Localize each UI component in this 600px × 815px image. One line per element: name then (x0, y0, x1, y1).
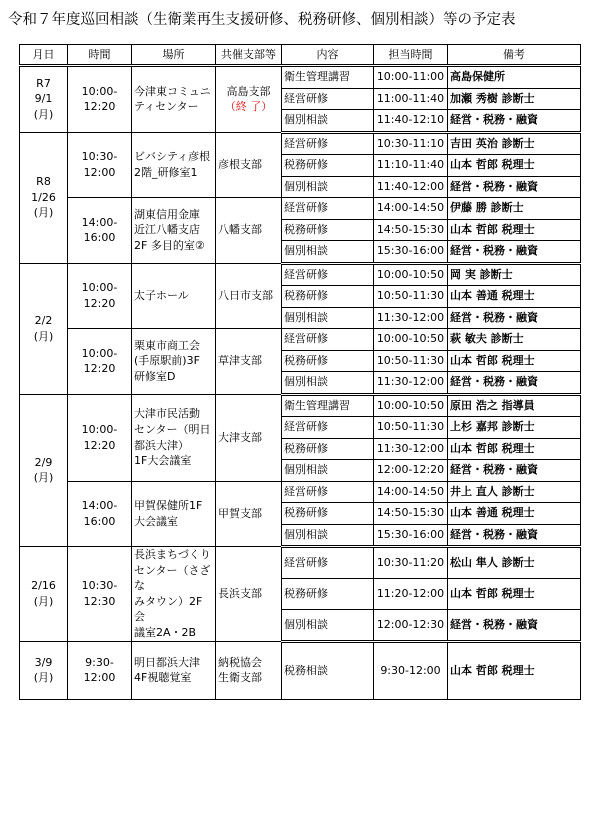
content-cell: 衛生管理講習 (282, 66, 374, 89)
slot-time-cell: 9:30-12:00 (374, 641, 448, 699)
slot-time-cell: 10:00-10:50 (374, 394, 448, 417)
remarks-cell: 松山 隼人 診断士 (448, 547, 581, 579)
remarks-cell: 山本 哲郎 税理士 (448, 438, 581, 460)
remarks-cell: 経営・税務・融資 (448, 460, 581, 482)
place-cell: 湖東信用金庫 近江八幡支店 2F 多目的室② (132, 198, 216, 264)
table-row (20, 394, 581, 417)
remarks-cell: 経営・税務・融資 (448, 524, 581, 547)
place-cell: ビバシティ彦根 2階_研修室1 (132, 132, 216, 198)
header-remarks: 備考 (448, 45, 581, 66)
slot-time-cell: 10:50-11:30 (374, 286, 448, 308)
remarks-cell: 山本 哲郎 税理士 (448, 155, 581, 177)
branch-cell: 大津支部 (216, 394, 282, 481)
slot-time-cell: 14:50-15:30 (374, 219, 448, 241)
date-cell: R7 9/1 (月) (20, 66, 68, 133)
remarks-cell: 高島保健所 (448, 66, 581, 89)
content-cell: 税務研修 (282, 438, 374, 460)
content-cell: 個別相談 (282, 110, 374, 133)
status-note: （終 了） (224, 100, 273, 114)
session-time-cell: 10:00-12:20 (68, 66, 132, 133)
date-cell: 3/9 (月) (20, 641, 68, 699)
table-row (20, 132, 581, 155)
remarks-cell: 経営・税務・融資 (448, 307, 581, 329)
content-cell: 税務研修 (282, 219, 374, 241)
slot-time-cell: 14:00-14:50 (374, 198, 448, 220)
remarks-cell: 伊藤 勝 診断士 (448, 198, 581, 220)
session-time-cell: 10:00-12:20 (68, 329, 132, 395)
content-cell: 経営研修 (282, 263, 374, 286)
content-cell: 税務研修 (282, 503, 374, 525)
content-cell: 個別相談 (282, 372, 374, 395)
session-time-cell: 10:30-12:00 (68, 132, 132, 198)
slot-time-cell: 11:20-12:00 (374, 579, 448, 610)
schedule-table-wrapper (19, 44, 580, 700)
slot-time-cell: 11:00-11:40 (374, 88, 448, 110)
branch-cell: 甲賀支部 (216, 481, 282, 547)
table-row (20, 481, 581, 503)
slot-time-cell: 10:00-10:50 (374, 329, 448, 351)
slot-time-cell: 14:00-14:50 (374, 481, 448, 503)
content-cell: 経営研修 (282, 88, 374, 110)
content-cell: 個別相談 (282, 460, 374, 482)
content-cell: 税務研修 (282, 286, 374, 308)
branch-cell: 納税協会 生衛支部 (216, 641, 282, 699)
remarks-cell: 山本 善通 税理士 (448, 503, 581, 525)
remarks-cell: 経営・税務・融資 (448, 110, 581, 133)
header-time: 時間 (68, 45, 132, 66)
slot-time-cell: 10:30-11:10 (374, 132, 448, 155)
remarks-cell: 加瀬 秀樹 診断士 (448, 88, 581, 110)
slot-time-cell: 15:30-16:00 (374, 241, 448, 264)
remarks-cell: 上杉 嘉邦 診断士 (448, 417, 581, 439)
slot-time-cell: 11:40-12:10 (374, 110, 448, 133)
place-cell: 大津市民活動 センター（明日 都浜大津） 1F大会議室 (132, 394, 216, 481)
slot-time-cell: 10:30-11:20 (374, 547, 448, 579)
content-cell: 個別相談 (282, 307, 374, 329)
date-cell: R8 1/26 (月) (20, 132, 68, 263)
remarks-cell: 山本 哲郎 税理士 (448, 219, 581, 241)
table-row (20, 263, 581, 286)
content-cell: 税務研修 (282, 579, 374, 610)
slot-time-cell: 11:40-12:00 (374, 176, 448, 198)
slot-time-cell: 12:00-12:20 (374, 460, 448, 482)
slot-time-cell: 15:30-16:00 (374, 524, 448, 547)
content-cell: 経営研修 (282, 417, 374, 439)
remarks-cell: 吉田 英治 診断士 (448, 132, 581, 155)
schedule-table (19, 44, 581, 700)
date-cell: 2/16 (月) (20, 547, 68, 642)
date-cell: 2/2 (月) (20, 263, 68, 394)
slot-time-cell: 10:00-11:00 (374, 66, 448, 89)
remarks-cell: 経営・税務・融資 (448, 241, 581, 264)
header-content: 内容 (282, 45, 374, 66)
place-cell: 今津東コミュニ ティセンター (132, 66, 216, 133)
session-time-cell: 10:00-12:20 (68, 394, 132, 481)
place-cell: 甲賀保健所1F 大会議室 (132, 481, 216, 547)
session-time-cell: 10:00-12:20 (68, 263, 132, 329)
remarks-cell: 山本 哲郎 税理士 (448, 579, 581, 610)
slot-time-cell: 11:30-12:00 (374, 438, 448, 460)
content-cell: 経営研修 (282, 198, 374, 220)
content-cell: 衛生管理講習 (282, 394, 374, 417)
header-slot-time: 担当時間 (374, 45, 448, 66)
branch-cell (216, 66, 282, 133)
remarks-cell: 山本 哲郎 税理士 (448, 641, 581, 699)
session-time-cell: 14:00-16:00 (68, 481, 132, 547)
branch-name: 高島支部 (226, 84, 271, 98)
slot-time-cell: 10:50-11:30 (374, 350, 448, 372)
content-cell: 税務研修 (282, 155, 374, 177)
slot-time-cell: 11:30-12:00 (374, 307, 448, 329)
remarks-cell: 経営・税務・融資 (448, 176, 581, 198)
remarks-cell: 経営・税務・融資 (448, 609, 581, 641)
remarks-cell: 萩 敏夫 診断士 (448, 329, 581, 351)
remarks-cell: 岡 実 診断士 (448, 263, 581, 286)
page-title: 令和７年度巡回相談（生衛業再生支援研修、税務研修、個別相談）等の予定表 (8, 12, 516, 28)
content-cell: 個別相談 (282, 609, 374, 641)
slot-time-cell: 11:10-11:40 (374, 155, 448, 177)
remarks-cell: 山本 哲郎 税理士 (448, 350, 581, 372)
place-cell: 太子ホール (132, 263, 216, 329)
table-row (20, 66, 581, 89)
content-cell: 経営研修 (282, 547, 374, 579)
slot-time-cell: 14:50-15:30 (374, 503, 448, 525)
table-row (20, 198, 581, 220)
slot-time-cell: 12:00-12:30 (374, 609, 448, 641)
content-cell: 経営研修 (282, 481, 374, 503)
content-cell: 税務相談 (282, 641, 374, 699)
session-time-cell: 9:30-12:00 (68, 641, 132, 699)
session-time-cell: 10:30-12:30 (68, 547, 132, 642)
place-cell: 栗東市商工会 (手原駅前)3F 研修室D (132, 329, 216, 395)
slot-time-cell: 10:00-10:50 (374, 263, 448, 286)
branch-cell: 八幡支部 (216, 198, 282, 264)
remarks-cell: 井上 直人 診断士 (448, 481, 581, 503)
content-cell: 個別相談 (282, 241, 374, 264)
content-cell: 経営研修 (282, 132, 374, 155)
branch-cell: 草津支部 (216, 329, 282, 395)
remarks-cell: 山本 善通 税理士 (448, 286, 581, 308)
date-cell: 2/9 (月) (20, 394, 68, 547)
header-place: 場所 (132, 45, 216, 66)
branch-cell: 八日市支部 (216, 263, 282, 329)
place-cell: 明日都浜大津 4F視聴覚室 (132, 641, 216, 699)
remarks-cell: 経営・税務・融資 (448, 372, 581, 395)
header-branch: 共催支部等 (216, 45, 282, 66)
session-time-cell: 14:00-16:00 (68, 198, 132, 264)
branch-cell: 彦根支部 (216, 132, 282, 198)
branch-cell: 長浜支部 (216, 547, 282, 642)
header-date: 月日 (20, 45, 68, 66)
table-row (20, 329, 581, 351)
remarks-cell: 原田 浩之 指導員 (448, 394, 581, 417)
content-cell: 経営研修 (282, 329, 374, 351)
content-cell: 個別相談 (282, 524, 374, 547)
table-row (20, 547, 581, 579)
content-cell: 税務研修 (282, 350, 374, 372)
content-cell: 個別相談 (282, 176, 374, 198)
table-row (20, 641, 581, 699)
slot-time-cell: 10:50-11:30 (374, 417, 448, 439)
header-row (20, 45, 581, 66)
place-cell: 長浜まちづくり センター（さざな みタウン）2F会 議室2A・2B (132, 547, 216, 642)
slot-time-cell: 11:30-12:00 (374, 372, 448, 395)
